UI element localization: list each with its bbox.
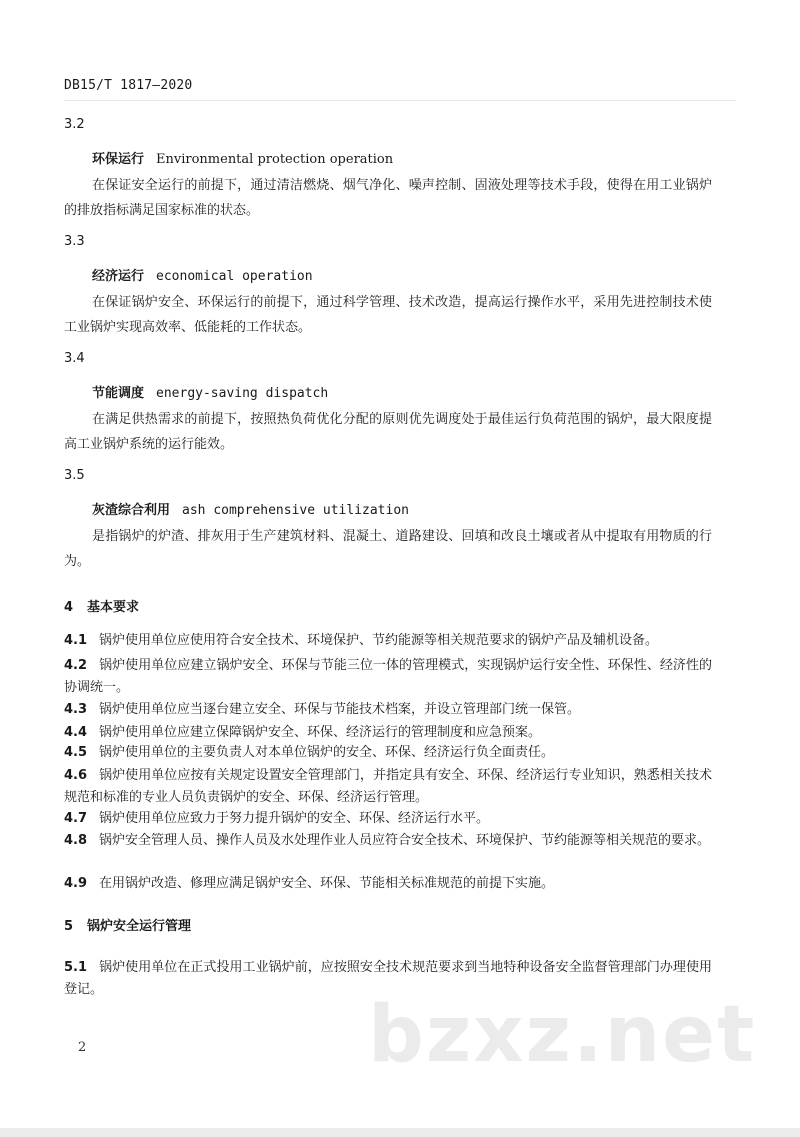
item-text: 锅炉使用单位在正式投用工业锅炉前，应按照安全技术规范要求到当地特种设备安全监督管理部门办理使用登记。: [64, 960, 712, 997]
clause-number: 3.5: [64, 468, 85, 483]
standard-code: DB15/T 1817—2020: [64, 78, 193, 93]
item-text: 锅炉使用单位的主要负责人对本单位锅炉的安全、环保、经济运行负全面责任。: [99, 745, 555, 760]
item-text: 锅炉安全管理人员、操作人员及水处理作业人员应符合安全技术、环境保护、节约能源等相关规范的要求。: [99, 833, 711, 848]
item-text: 锅炉使用单位应使用符合安全技术、环境保护、节约能源等相关规范要求的锅炉产品及辅机设备。: [99, 633, 659, 648]
term-definition: 在保证安全运行的前提下，通过清洁燃烧、烟气净化、噪声控制、固液处理等技术手段，使得在用工业锅炉的排放指标满足国家标准的状态。: [64, 178, 712, 218]
term-en: energy-saving dispatch: [156, 386, 329, 401]
term-en: economical operation: [156, 269, 313, 284]
list-item: [64, 765, 712, 809]
section-heading: [64, 915, 191, 934]
item-text: 锅炉使用单位应建立保障锅炉安全、环保、经济运行的管理制度和应急预案。: [99, 725, 542, 740]
clause-number: 3.2: [64, 117, 85, 132]
term-cn: 环保运行: [92, 152, 145, 167]
page-bottom-strip: [0, 1128, 800, 1137]
list-item: [64, 830, 712, 852]
clause-number: 3.4: [64, 351, 85, 366]
term-cn: 节能调度: [92, 386, 145, 401]
term-heading: [92, 148, 393, 167]
term-en: ash comprehensive utilization: [182, 503, 409, 518]
page-number: 2: [78, 1040, 87, 1055]
item-number: 4.5: [64, 745, 88, 760]
item-number: 4.8: [64, 833, 88, 848]
section-number: 4: [64, 600, 74, 615]
list-item: [64, 699, 712, 721]
term-heading: [92, 265, 313, 284]
item-text: 锅炉使用单位应建立锅炉安全、环保与节能三位一体的管理模式，实现锅炉运行安全性、环保性、经济性的协调统一。: [64, 658, 712, 695]
item-text: 锅炉使用单位应按有关规定设置安全管理部门，并指定具有安全、环保、经济运行专业知识，熟悉相关技术规范和标准的专业人员负责锅炉的安全、环保、经济运行管理。: [64, 768, 712, 805]
list-item: [64, 722, 712, 744]
term-definition: 在保证锅炉安全、环保运行的前提下，通过科学管理、技术改造，提高运行操作水平，采用先进控制技术使工业锅炉实现高效率、低能耗的工作状态。: [64, 295, 712, 335]
list-item: [64, 808, 712, 830]
item-number: 4.1: [64, 633, 88, 648]
item-number: 4.9: [64, 876, 88, 891]
term-heading: [92, 382, 328, 401]
watermark: bzxz.net: [368, 990, 757, 1080]
list-item: [64, 873, 712, 895]
item-number: 5.1: [64, 960, 88, 975]
term-cn: 灰渣综合利用: [92, 503, 171, 518]
list-item: [64, 742, 712, 764]
header-divider: [64, 100, 736, 101]
item-text: 锅炉使用单位应致力于努力提升锅炉的安全、环保、经济运行水平。: [99, 811, 490, 826]
list-item: [64, 630, 712, 652]
item-text: 在用锅炉改造、修理应满足锅炉安全、环保、节能相关标准规范的前提下实施。: [99, 876, 555, 891]
section-heading: [64, 596, 139, 615]
term-heading: [92, 499, 409, 518]
item-number: 4.4: [64, 725, 88, 740]
clause-number: 3.3: [64, 234, 85, 249]
section-number: 5: [64, 919, 74, 934]
item-number: 4.7: [64, 811, 88, 826]
item-number: 4.6: [64, 768, 88, 783]
item-number: 4.2: [64, 658, 88, 673]
term-definition: 在满足供热需求的前提下，按照热负荷优化分配的原则优先调度处于最佳运行负荷范围的锅炉，最大限度提高工业锅炉系统的运行能效。: [64, 412, 712, 452]
section-title: 锅炉安全运行管理: [87, 919, 192, 934]
list-item: [64, 655, 712, 699]
term-definition: 是指锅炉的炉渣、排灰用于生产建筑材料、混凝土、道路建设、回填和改良土壤或者从中提取有用物质的行为。: [64, 529, 712, 569]
item-number: 4.3: [64, 702, 88, 717]
term-en: Environmental protection operation: [156, 152, 394, 167]
section-title: 基本要求: [87, 600, 140, 615]
term-cn: 经济运行: [92, 269, 145, 284]
item-text: 锅炉使用单位应当逐台建立安全、环保与节能技术档案，并设立管理部门统一保管。: [99, 702, 581, 717]
